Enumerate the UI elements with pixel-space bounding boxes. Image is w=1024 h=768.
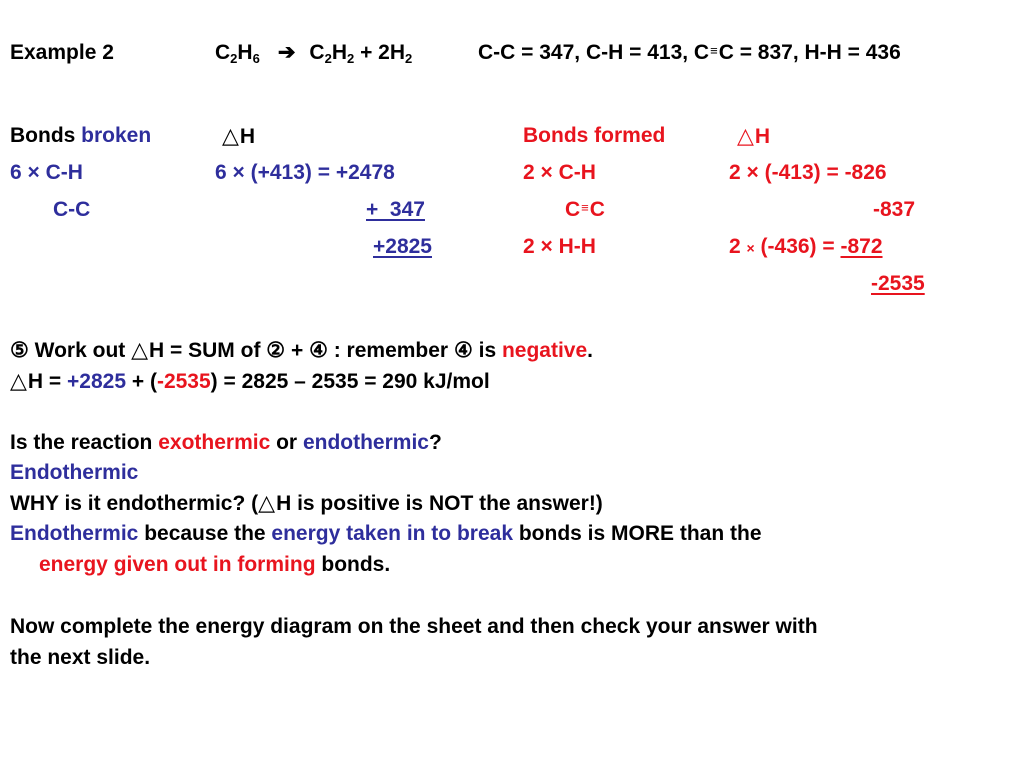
explanation-line-1: Endothermic because the energy taken in to break bonds is MORE than the [10, 522, 762, 545]
row1-broken-calc: 6 × (+413) = +2478 [215, 161, 395, 184]
triple-bond-symbol: ≡ [581, 200, 589, 215]
row2-bonds-broken: C-C [53, 198, 91, 221]
bond-energies: C-C = 347, C-H = 413, C≡C = 837, H-H = 436 [478, 41, 901, 64]
row2-broken-calc: + 347 [366, 198, 425, 221]
instruction-line-2: the next slide. [10, 646, 151, 669]
why-question: WHY is it endothermic? (△H is positive is NOT the answer!) [10, 490, 603, 515]
work-out-line: ⑤ Work out △H = SUM of ② + ④ : remember ④ is negative. [10, 337, 594, 362]
circled-4-icon: ④ [309, 339, 328, 362]
example-label: Example 2 [10, 41, 114, 64]
circled-2-icon: ② [266, 339, 286, 362]
question-line: Is the reaction exothermic or endothermic? [10, 431, 442, 454]
row1-bonds-formed: 2 × C-H [523, 161, 596, 184]
delta-triangle-icon: △ [258, 490, 276, 515]
delta-triangle-icon: △ [222, 123, 239, 148]
row2-formed-value: -837 [873, 198, 916, 221]
circled-4-icon: ④ [453, 339, 473, 362]
delta-triangle-icon: △ [131, 337, 149, 362]
delta-triangle-icon: △ [10, 368, 27, 393]
row1-bonds-broken: 6 × C-H [10, 161, 83, 184]
reaction-equation: $C_2H_6$ ➔ $C_2H_2 + 2H_2$ [215, 41, 413, 66]
delta-h-heading-formed: △H [737, 123, 771, 148]
delta-h-result: △H = +2825 + (-2535) = 2825 – 2535 = 290 kJ/mol [10, 368, 490, 393]
row3-bonds-formed: 2 × H-H [523, 235, 596, 258]
formed-total: -2535 [871, 272, 925, 295]
bonds-broken-heading: Bonds broken [10, 124, 152, 147]
circled-5-icon: ⑤ [10, 339, 29, 362]
delta-triangle-icon: △ [737, 123, 754, 148]
bonds-formed-heading: Bonds formed [523, 124, 666, 147]
broken-total: +2825 [373, 235, 432, 258]
explanation-line-2: energy given out in forming bonds. [39, 553, 391, 576]
instruction-line-1: Now complete the energy diagram on the sheet and then check your answer with [10, 615, 818, 638]
row3-formed-calc: 2 × (-436) = -872 [729, 235, 883, 258]
row2-bonds-formed: C≡C [565, 198, 605, 221]
row1-formed-calc: 2 × (-413) = -826 [729, 161, 887, 184]
triple-bond-symbol: ≡ [710, 43, 718, 58]
right-arrow-icon: ➔ [277, 41, 296, 64]
answer-endothermic: Endothermic [10, 461, 139, 484]
example-heading [10, 42, 114, 63]
delta-h-heading-broken: △H [222, 123, 256, 148]
